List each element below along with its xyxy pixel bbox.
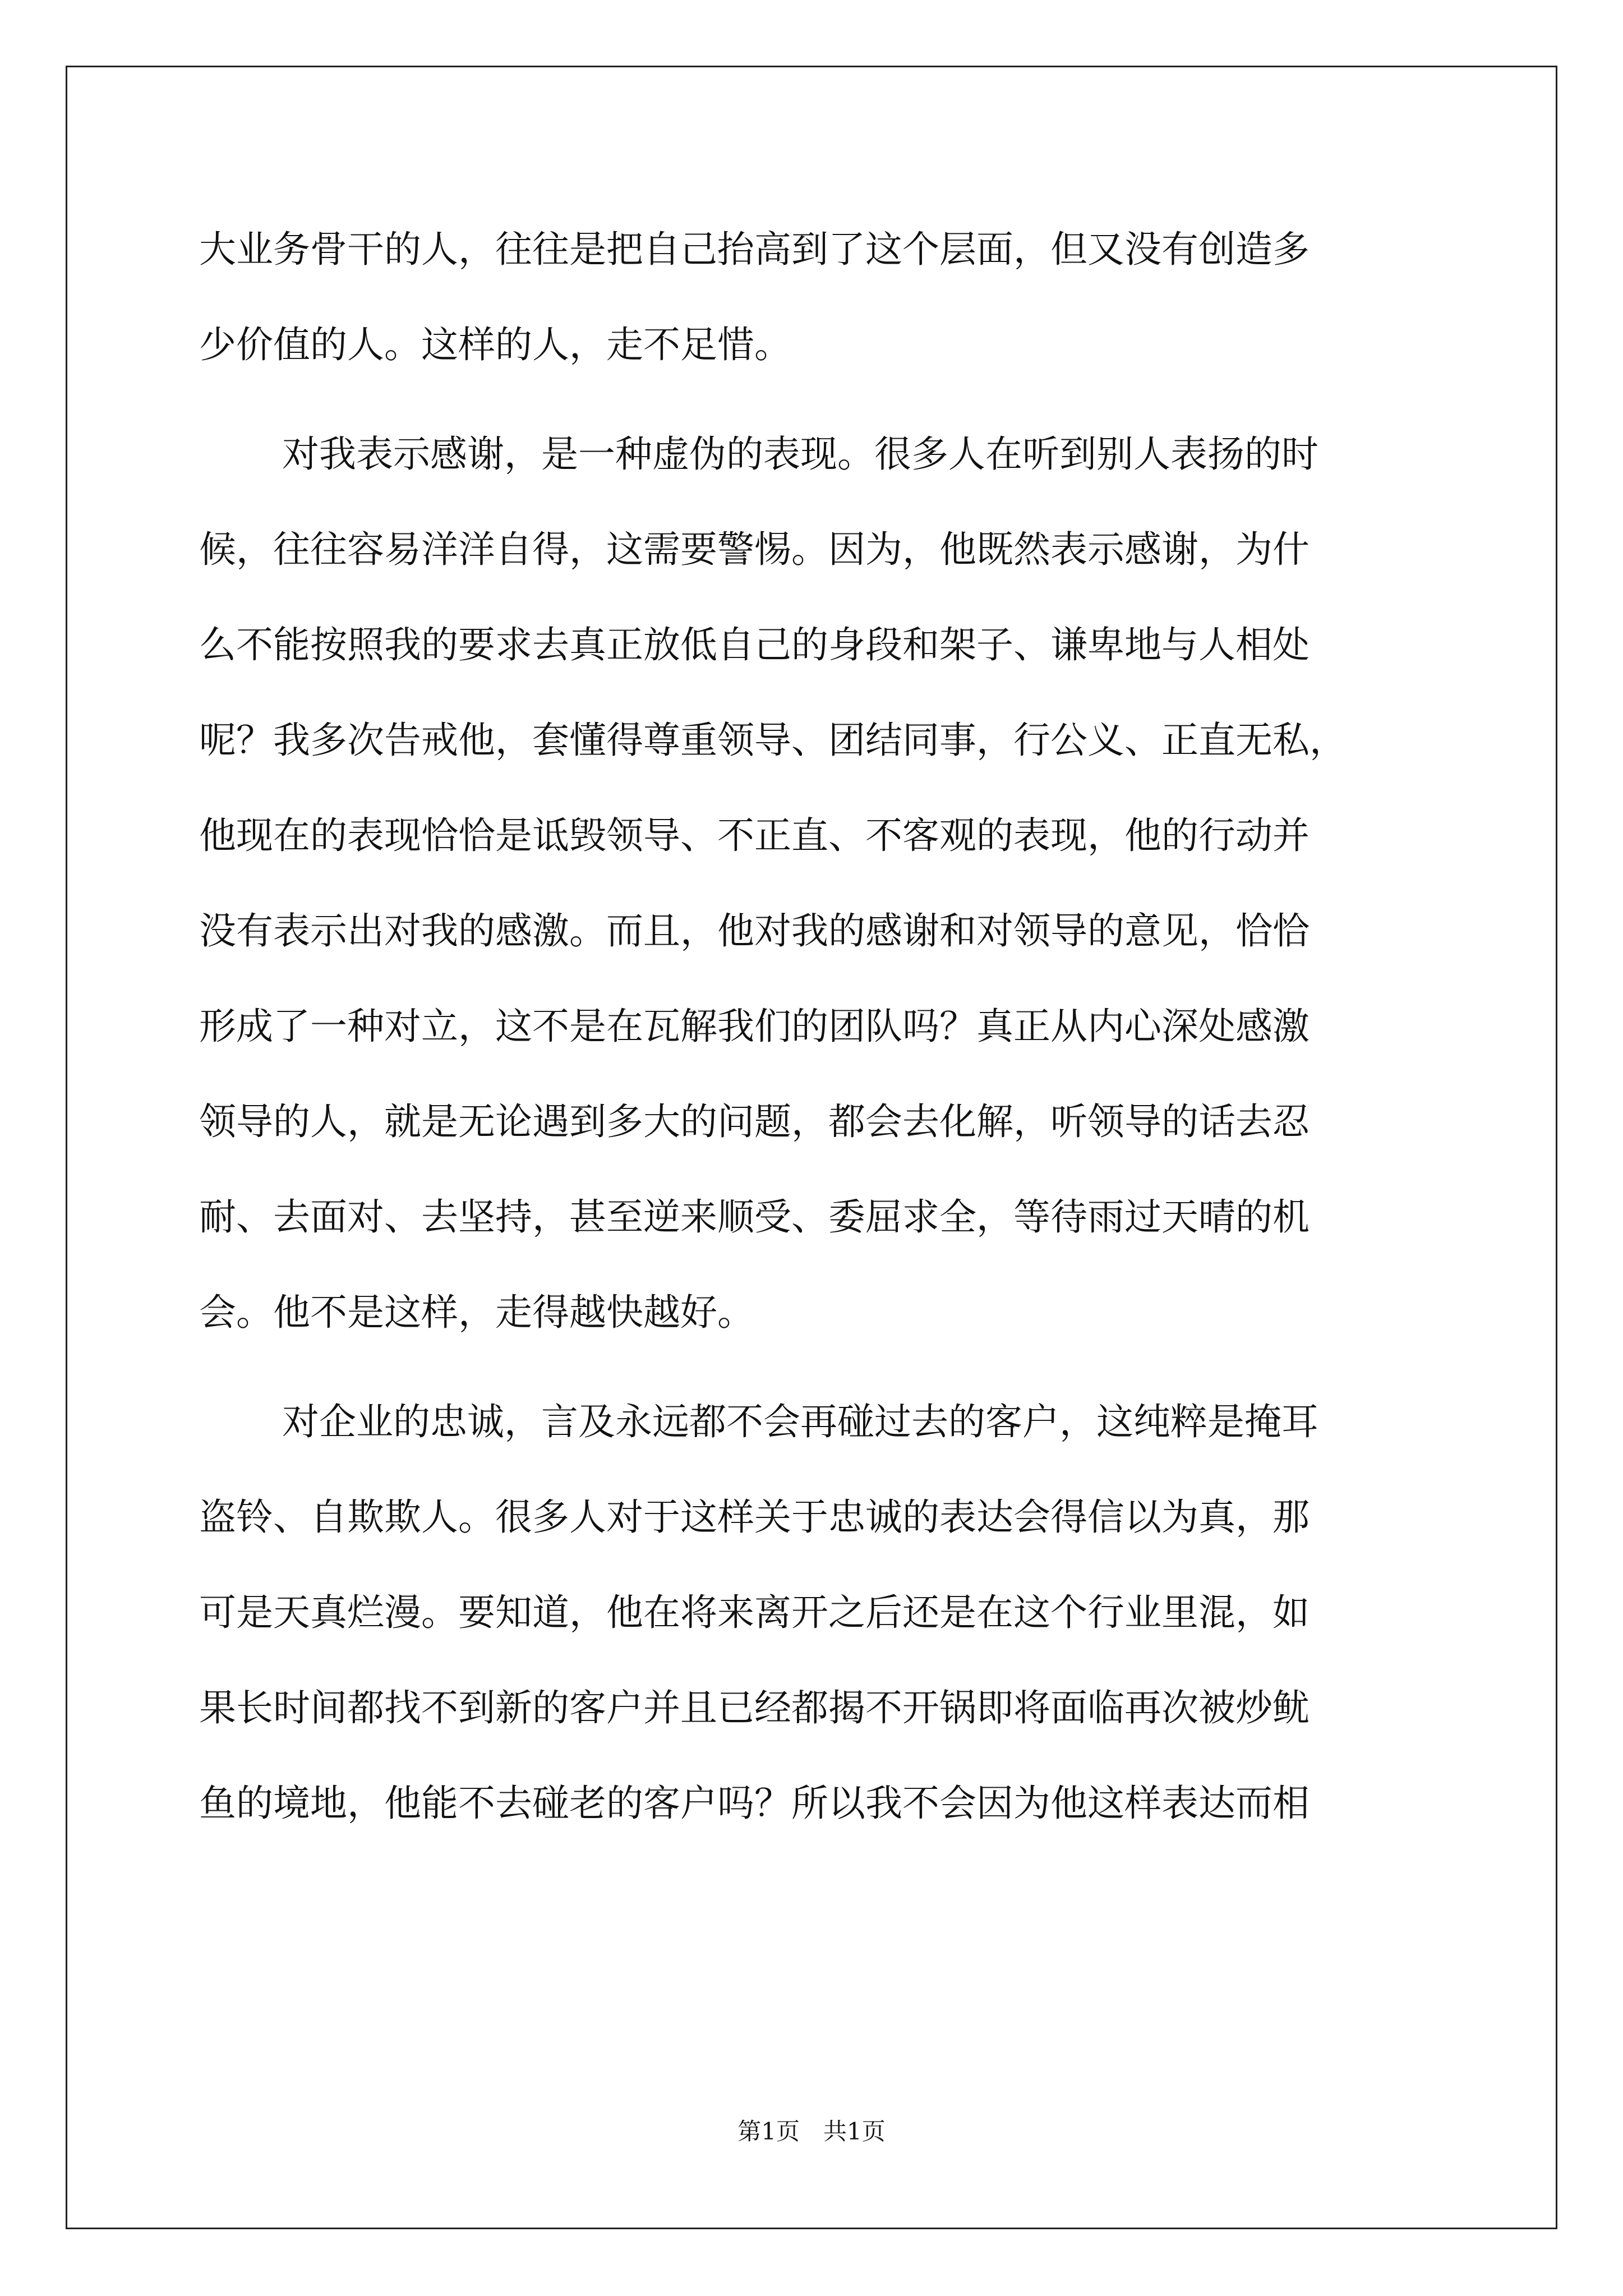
text-line: 形成了一种对立，这不是在瓦解我们的团队吗？真正从内心深处感激 [199, 1005, 1310, 1048]
text-line: 没有表示出对我的感激。而且，他对我的感谢和对领导的意见，恰恰 [199, 909, 1310, 953]
text-line: 大业务骨干的人，往往是把自己抬高到了这个层面，但又没有创造多 [199, 228, 1310, 271]
text-line: 对企业的忠诚，言及永远都不会再碰过去的客户，这纯粹是掩耳 [282, 1400, 1318, 1443]
document-body [199, 202, 1461, 1851]
text-line: 鱼的境地，他能不去碰老的客户吗？所以我不会因为他这样表达而相 [199, 1782, 1310, 1825]
text-line: 候，往往容易洋洋自得，这需要警惕。因为，他既然表示感谢，为什 [199, 528, 1310, 571]
text-line: 可是天真烂漫。要知道，他在将来离开之后还是在这个行业里混，如 [199, 1591, 1310, 1634]
text-line: 么不能按照我的要求去真正放低自己的身段和架子、谦卑地与人相处 [199, 623, 1310, 666]
text-line: 少价值的人。这样的人，走不足惜。 [199, 323, 791, 366]
text-line: 他现在的表现恰恰是诋毁领导、不正直、不客观的表现，他的行动并 [199, 814, 1310, 857]
text-line: 呢？我多次告戒他，套懂得尊重领导、团结同事，行公义、正直无私， [199, 719, 1347, 762]
text-line: 对我表示感谢，是一种虚伪的表现。很多人在听到别人表扬的时 [282, 432, 1318, 476]
text-line: 盗铃、自欺欺人。很多人对于这样关于忠诚的表达会得信以为真，那 [199, 1496, 1310, 1539]
text-line: 会。他不是这样，走得越快越好。 [199, 1291, 754, 1334]
text-line: 领导的人，就是无论遇到多大的问题，都会去化解，听领导的话去忍 [199, 1100, 1310, 1143]
text-line: 耐、去面对、去坚持，甚至逆来顺受、委屈求全，等待雨过天晴的机 [199, 1195, 1310, 1239]
text-line: 果长时间都找不到新的客户并且已经都揭不开锅即将面临再次被炒鱿 [199, 1686, 1310, 1729]
page-number: 第1页 共1页 [737, 2118, 886, 2145]
